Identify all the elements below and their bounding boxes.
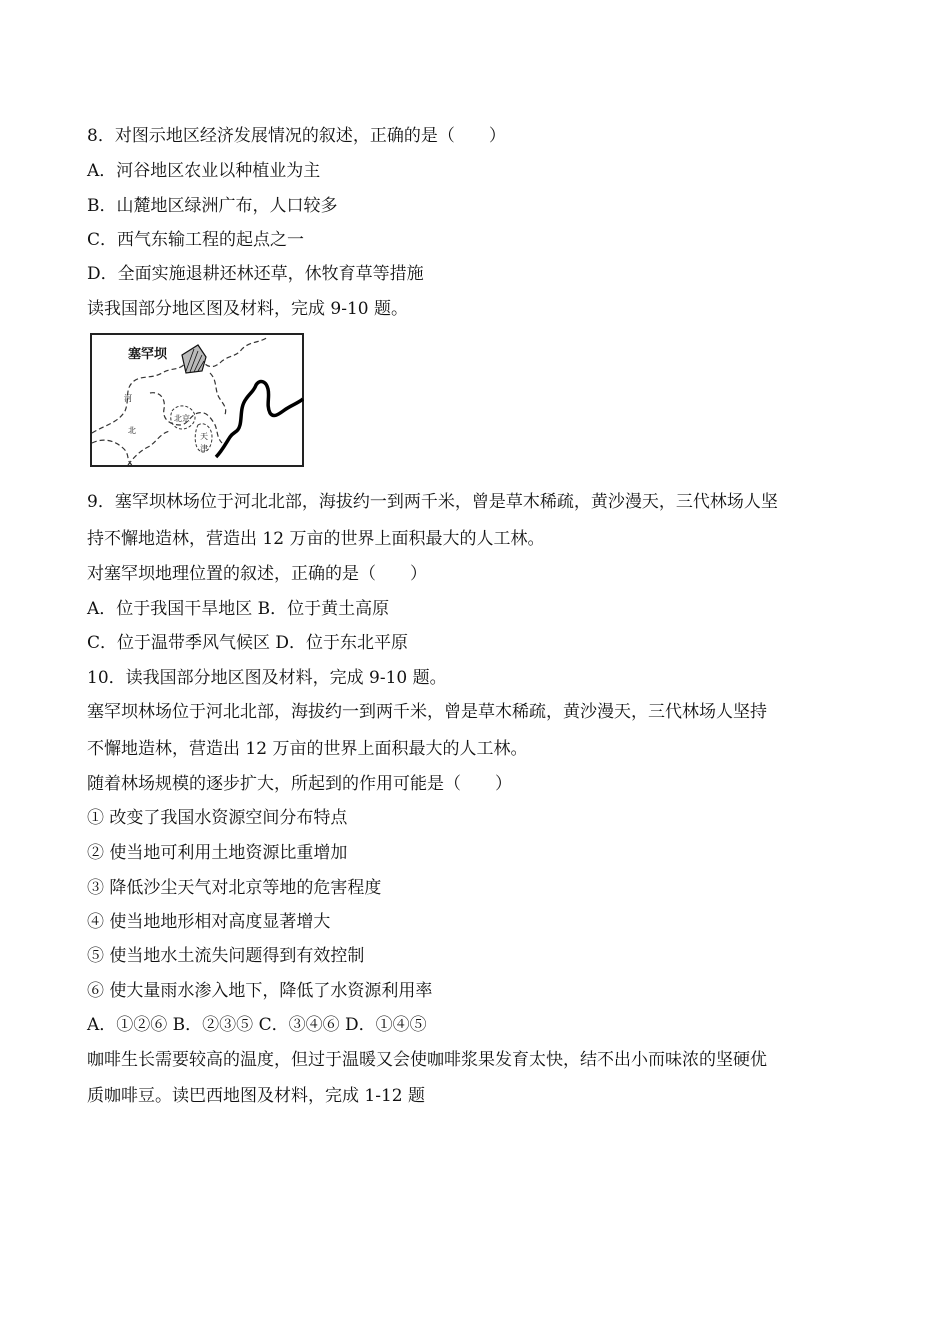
q8-option-b: B．山麓地区绿洲广布，人口较多 xyxy=(87,196,338,216)
map-label-saihanba: 塞罕坝 xyxy=(128,347,168,362)
q10-item-5: ⑤ 使当地水土流失问题得到有效控制 xyxy=(87,946,365,966)
q10-item-3: ③ 降低沙尘天气对北京等地的危害程度 xyxy=(87,878,382,898)
q10-question: 随着林场规模的逐步扩大，所起到的作用可能是（ ） xyxy=(87,774,512,794)
q10-title: 10．读我国部分地区图及材料，完成 9-10 题。 xyxy=(87,668,447,688)
coffee-line1: 咖啡生长需要较高的温度，但过于温暖又会使咖啡浆果发育太快，结不出小而味浓的坚硬优 xyxy=(87,1050,767,1070)
q8-stem: 8．对图示地区经济发展情况的叙述，正确的是（ ） xyxy=(87,126,506,146)
q9-stem-line2: 持不懈地造林，营造出 12 万亩的世界上面积最大的人工林。 xyxy=(87,529,545,549)
map-label-jin: 津 xyxy=(200,444,208,453)
map-label-tian: 天 xyxy=(200,432,208,441)
q8-option-c: C．西气东输工程的起点之一 xyxy=(87,230,305,250)
q10-item-1: ① 改变了我国水资源空间分布特点 xyxy=(87,808,348,828)
q10-item-4: ④ 使当地地形相对高度显著增大 xyxy=(87,912,331,932)
region-map xyxy=(90,333,304,467)
q10-material-line1: 塞罕坝林场位于河北北部，海拔约一到两千米，曾是草木稀疏，黄沙漫天，三代林场人坚持 xyxy=(87,702,767,722)
q9-options-line2: C．位于温带季风气候区 D．位于东北平原 xyxy=(87,633,409,653)
q10-material-line2: 不懈地造林，营造出 12 万亩的世界上面积最大的人工林。 xyxy=(87,739,528,759)
q9-stem-line1: 9．塞罕坝林场位于河北北部，海拔约一到两千米，曾是草木稀疏，黄沙漫天，三代林场人坚 xyxy=(87,492,778,512)
q10-item-2: ② 使当地可利用土地资源比重增加 xyxy=(87,843,348,863)
q9-question: 对塞罕坝地理位置的叙述，正确的是（ ） xyxy=(87,564,427,584)
q10-options: A．①②⑥ B．②③⑤ C．③④⑥ D．①④⑤ xyxy=(87,1015,427,1035)
map-label-bei: 北 xyxy=(128,426,136,435)
q8-option-a: A．河谷地区农业以种植业为主 xyxy=(87,161,321,181)
q8-option-d: D．全面实施退耕还林还草，休牧育草等措施 xyxy=(87,264,424,284)
coffee-line2: 质咖啡豆。读巴西地图及材料，完成 1-12 题 xyxy=(87,1086,425,1106)
map-label-he: 河 xyxy=(124,394,132,403)
intro-9-10: 读我国部分地区图及材料，完成 9-10 题。 xyxy=(87,299,408,319)
q9-options-line1: A．位于我国干旱地区 B．位于黄土高原 xyxy=(87,599,390,619)
map-label-beijing: 北京 xyxy=(174,414,190,423)
q10-item-6: ⑥ 使大量雨水渗入地下，降低了水资源利用率 xyxy=(87,981,433,1001)
